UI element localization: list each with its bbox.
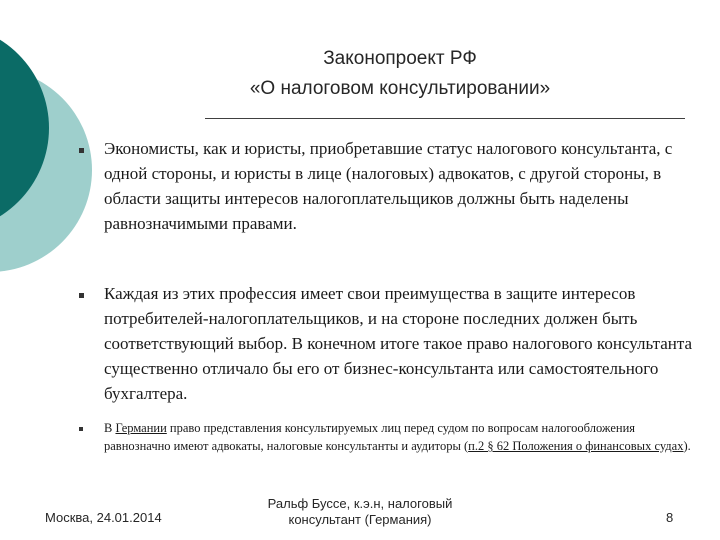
footer-author-line-1: Ральф Буссе, к.э.н, налоговый (267, 496, 453, 511)
germany-link[interactable]: Германии (115, 421, 167, 435)
bullet-3-prefix: В (104, 421, 116, 435)
bullet-marker-2 (79, 293, 84, 298)
title-divider (205, 118, 685, 119)
title-line-2: «О налоговом консультировании» (249, 78, 551, 99)
bullet-text-2: Каждая из этих профессия имеет свои преимущества в защите интересов потребителей-налогоплательщиков, и на стороне последних должен быть соответствующий выбор. В конечном итоге такое право налогового консультанта существенно отличало бы его от бизнес-консультанта или самостоятельного бухгалтера. (104, 284, 693, 403)
finance-courts-link[interactable]: п.2 § 62 Положения о финансовых судах (468, 439, 684, 453)
bullet-3-suffix: ). (683, 439, 691, 453)
bullet-text-3 (104, 419, 704, 455)
bullet-text-1: Экономисты, как и юристы, приобретавшие статус налогового консультанта, с одной стороны, и юристы в лице (налоговых) адвокатов, с другой стороны, в области защиты интересов налогоплательщиков должны быть наделены равнозначимыми правами. (104, 139, 673, 233)
bullet-3-middle: право представления консультируемых лиц перед судом по вопросам налогообложения равнозначно имеют адвокаты, налоговые консультанты и аудиторы ( (104, 421, 636, 453)
decorative-circles (0, 0, 120, 300)
footer-author-line-2: консультант (Германия) (288, 512, 432, 527)
page-number: 8 (666, 510, 674, 525)
bullet-marker-1 (79, 148, 84, 153)
title-line-1: Законопроект РФ (323, 48, 477, 69)
bullet-marker-3 (79, 427, 83, 431)
slide-title (190, 44, 610, 104)
footer-author (250, 496, 470, 528)
footer-date: Москва, 24.01.2014 (45, 510, 162, 525)
